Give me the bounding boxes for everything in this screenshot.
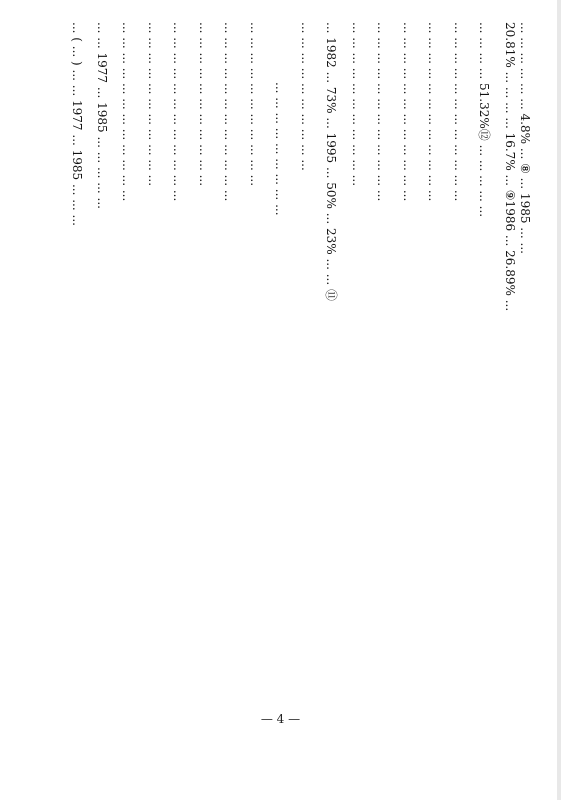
text-column: ... ... ... ... ... ... ... ... ... ... ...: [248, 22, 262, 187]
text-column: ... ... ... ... ... ... ... ... ... ... ... ...: [171, 22, 185, 202]
text-column: ... ... ... ... ... ... ... ... ... ... ... ...: [401, 22, 415, 202]
text-column: ... ... ... ... ... ... ... ... ... ... ...: [146, 22, 160, 187]
text-column: ... ( ... ) ... ... 1977 ... 1985 ... ... ...: [70, 22, 84, 226]
text-column: ... ... ... ... ... ... ... ... ... ... ... ...: [426, 22, 440, 202]
vertical-text-body: [70, 22, 532, 710]
section-heading-column: ... ... ... ... ... ... ... ... ...: [273, 82, 287, 216]
text-column: ... ... ... ... ... ... ... ... ... ... ...: [350, 22, 364, 187]
page-number: — 4 —: [260, 712, 301, 726]
text-column: ... 1982 ... 73% ... 1995 ... 50% ... 23% ... ... ⑪: [324, 22, 338, 301]
text-column: ... ... ... ... ... ... ... ... ... ... ... ...: [452, 22, 466, 202]
text-column: ... ... ... ... ... ... ... ... ... ... ... ...: [375, 22, 389, 202]
scan-edge: [557, 0, 561, 800]
text-column: ... ... ... ... ... ... ... ... ... ...: [299, 22, 313, 171]
text-column: ... ... ... ... 51.32%⑫ ... ... ... ... ...: [477, 22, 491, 218]
text-column: ... ... 1977 ... 1985 ... ... ... ... ...: [95, 22, 109, 209]
text-column: ... ... ... ... ... ... ... ... ... ... ... ...: [120, 22, 134, 202]
text-column: 20.81% ... ... ... ... 16.7% ... ⑨1986 ... 26.89% ...: [503, 22, 517, 312]
text-column: ... ... ... ... ... ... ... ... ... ... ...: [197, 22, 211, 187]
text-column: ... ... ... ... ... ... ... ... ... ... ... ...: [222, 22, 236, 202]
text-column: ... ... ... ... ... ... 4.8% ... ⑧ ... 1985 ... ...: [518, 22, 532, 254]
